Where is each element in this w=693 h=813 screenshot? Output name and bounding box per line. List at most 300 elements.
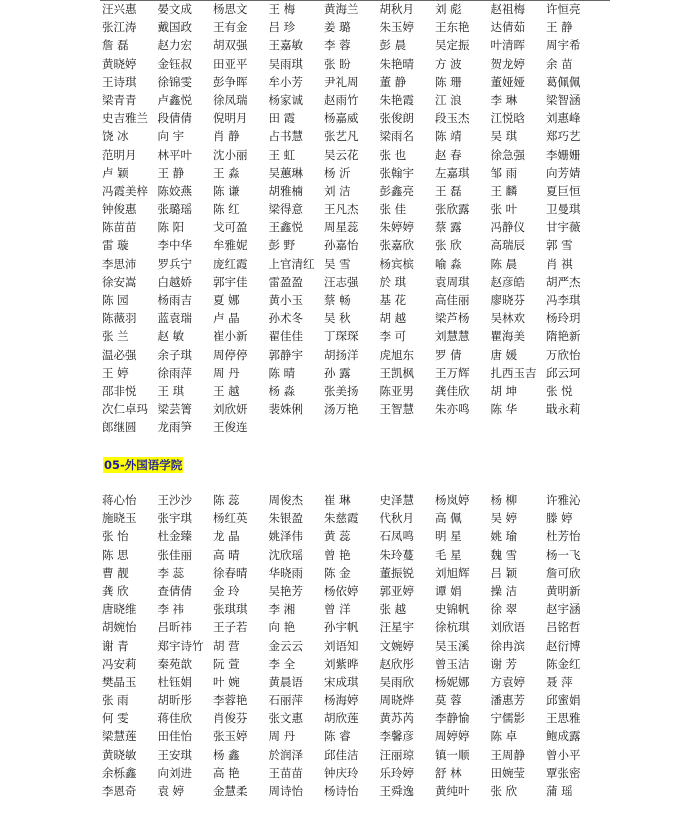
student-name: 陈苗苗 bbox=[102, 220, 137, 235]
student-name: 董 静 bbox=[379, 74, 407, 89]
student-name: 梁慧莲 bbox=[102, 729, 137, 744]
student-name: 刘 洁 bbox=[324, 183, 351, 198]
student-name: 徐杭琪 bbox=[435, 620, 470, 635]
student-name: 金慧柔 bbox=[213, 784, 248, 798]
student-name: 杨 柳 bbox=[490, 493, 518, 507]
student-name: 杨玲玥 bbox=[546, 311, 581, 326]
student-name: 达倩茹 bbox=[490, 20, 525, 35]
student-name: 赵彦皓 bbox=[490, 274, 525, 289]
student-name: 李思沛 bbox=[102, 256, 137, 271]
student-name: 胡婉怡 bbox=[102, 620, 137, 635]
student-name: 张俊朗 bbox=[379, 111, 414, 126]
student-name: 董娅娅 bbox=[490, 74, 525, 89]
student-name: 朱艳霞 bbox=[379, 92, 414, 107]
student-name: 詹可欣 bbox=[546, 565, 581, 580]
section-heading-foreign-languages: 05-外国语学院 bbox=[104, 458, 183, 472]
student-name: 胡双强 bbox=[213, 38, 248, 53]
student-name: 蔡 畅 bbox=[324, 293, 351, 307]
student-name: 向刘进 bbox=[157, 765, 192, 780]
student-name: 左嘉琪 bbox=[435, 165, 470, 180]
student-name: 葛佩佩 bbox=[546, 74, 581, 89]
student-name: 王沙沙 bbox=[157, 493, 192, 507]
student-name: 梁青青 bbox=[102, 92, 137, 107]
student-name: 胡 越 bbox=[379, 311, 407, 326]
student-name: 张 盼 bbox=[324, 56, 351, 71]
student-name: 曾 洋 bbox=[324, 602, 351, 617]
student-name: 张 雨 bbox=[102, 693, 129, 708]
student-name: 张嘉欣 bbox=[379, 238, 414, 253]
student-name: 甘宇薇 bbox=[546, 220, 581, 235]
student-name: 石丽萍 bbox=[268, 693, 303, 708]
student-name: 金 玲 bbox=[213, 583, 240, 598]
student-name: 郭 雪 bbox=[546, 238, 573, 253]
student-name: 吴 雪 bbox=[324, 256, 351, 271]
student-name: 赵宇涵 bbox=[546, 602, 581, 617]
student-name: 王 静 bbox=[546, 20, 573, 35]
student-name: 许恒亮 bbox=[546, 2, 581, 16]
student-name: 吕 珍 bbox=[268, 20, 296, 35]
student-name: 姜 璐 bbox=[324, 20, 351, 35]
student-name: 金云云 bbox=[268, 638, 303, 653]
student-name: 隋艳新 bbox=[546, 329, 581, 344]
student-name: 史泽慧 bbox=[379, 493, 414, 507]
student-name: 田婉莹 bbox=[490, 765, 525, 780]
student-name: 黄 蕊 bbox=[324, 529, 351, 544]
student-name: 吴 秋 bbox=[324, 311, 351, 326]
student-name: 吴玉溪 bbox=[435, 638, 470, 653]
student-name: 向芳婧 bbox=[546, 165, 581, 180]
student-name: 乐玲婷 bbox=[379, 765, 414, 780]
student-name: 周晓烨 bbox=[379, 693, 414, 708]
student-name: 王周静 bbox=[490, 747, 525, 762]
student-name: 王东艳 bbox=[435, 20, 470, 35]
student-name: 方 波 bbox=[435, 56, 462, 71]
student-name: 杜钰娟 bbox=[157, 674, 192, 689]
student-name: 张 悦 bbox=[546, 383, 573, 398]
student-name: 刘欣语 bbox=[490, 620, 525, 635]
student-name: 刘语知 bbox=[324, 638, 359, 653]
student-name: 肖俊芬 bbox=[213, 711, 248, 726]
student-name: 宁儒影 bbox=[490, 711, 525, 726]
student-name: 李馨彦 bbox=[379, 729, 414, 744]
student-name: 王 虹 bbox=[268, 147, 296, 162]
student-name: 邵非悦 bbox=[102, 383, 137, 398]
student-name: 王安琪 bbox=[157, 747, 192, 762]
student-name: 刘 彪 bbox=[435, 2, 462, 16]
student-name: 沈小丽 bbox=[213, 147, 248, 162]
student-name: 尹礼周 bbox=[324, 74, 359, 89]
student-name: 吕铭哲 bbox=[546, 620, 581, 635]
student-name: 徐锦雯 bbox=[157, 74, 192, 89]
student-name: 张美扬 bbox=[324, 383, 359, 398]
student-name: 虎旭东 bbox=[379, 347, 414, 362]
student-name: 徐雨萍 bbox=[157, 365, 192, 380]
student-name: 孙嘉怡 bbox=[324, 238, 359, 253]
student-name: 张 佳 bbox=[379, 202, 407, 217]
student-name: 金钰叔 bbox=[157, 56, 192, 71]
student-name: 张璐瑶 bbox=[157, 202, 192, 217]
student-name: 王鑫悦 bbox=[268, 220, 303, 235]
student-name: 夏 娜 bbox=[213, 293, 240, 307]
student-name: 黄晨语 bbox=[268, 674, 303, 689]
student-name: 施晓玉 bbox=[102, 511, 137, 526]
student-name: 郑巧艺 bbox=[546, 129, 581, 144]
student-name: 曾玉洁 bbox=[435, 656, 470, 671]
student-name: 陈薇羽 bbox=[102, 311, 137, 326]
student-name: 吴艳芳 bbox=[268, 583, 303, 598]
student-name: 蓝袁瑞 bbox=[157, 311, 192, 326]
student-name: 蔡 露 bbox=[435, 220, 462, 235]
student-name: 瞿海美 bbox=[490, 329, 525, 344]
student-name: 徐急强 bbox=[490, 147, 525, 162]
student-name: 刘慧慧 bbox=[435, 329, 470, 344]
student-name: 朱艳晴 bbox=[379, 56, 414, 71]
student-name: 林平叶 bbox=[157, 147, 192, 162]
student-name: 曹 靓 bbox=[102, 565, 129, 580]
student-name: 杨思文 bbox=[213, 2, 248, 16]
student-name: 吴 琪 bbox=[490, 129, 518, 144]
student-name: 江悦晗 bbox=[490, 111, 525, 126]
student-name: 王俊连 bbox=[213, 420, 248, 435]
student-name: 胡扬洋 bbox=[324, 347, 359, 362]
student-name: 杨一飞 bbox=[546, 547, 581, 562]
student-name: 朱玲蔓 bbox=[379, 547, 414, 562]
student-name: 晏文成 bbox=[157, 2, 192, 16]
student-name: 张 兰 bbox=[102, 329, 129, 344]
student-name: 镇一顺 bbox=[435, 747, 470, 762]
student-name: 喻 淼 bbox=[435, 256, 462, 271]
student-name: 陈 思 bbox=[102, 547, 129, 562]
student-name: 胡严杰 bbox=[546, 274, 581, 289]
student-name: 史吉雅兰 bbox=[102, 111, 148, 126]
student-name: 王诗琪 bbox=[102, 74, 137, 89]
student-name: 张 欣 bbox=[435, 238, 462, 253]
student-name: 毛 星 bbox=[435, 547, 462, 562]
student-name: 王凡杰 bbox=[324, 202, 359, 217]
student-name: 吴雨欣 bbox=[379, 674, 414, 689]
student-name: 孙 露 bbox=[324, 365, 351, 380]
student-name: 朱玉婷 bbox=[379, 20, 414, 35]
student-name: 张 欣 bbox=[490, 784, 518, 798]
student-name: 王凯枫 bbox=[379, 365, 414, 380]
student-name: 徐凤瑞 bbox=[213, 92, 248, 107]
student-name: 华晓雨 bbox=[268, 565, 303, 580]
student-name: 周 丹 bbox=[213, 365, 240, 380]
student-name: 袁 婷 bbox=[157, 784, 185, 798]
student-name: 段倩倩 bbox=[157, 111, 192, 126]
student-name: 黄晓婷 bbox=[102, 56, 137, 71]
student-name: 杨妮娜 bbox=[435, 674, 470, 689]
student-name: 陈姣燕 bbox=[157, 183, 192, 198]
student-name: 龙雨笋 bbox=[157, 420, 192, 435]
student-name: 谢 青 bbox=[102, 638, 129, 653]
student-name: 杨宾槟 bbox=[379, 256, 414, 271]
student-name: 张琪琪 bbox=[213, 602, 248, 617]
student-name: 罗兵宁 bbox=[157, 256, 192, 271]
student-name: 王万辉 bbox=[435, 365, 470, 380]
student-name: 向 宇 bbox=[157, 129, 185, 144]
student-name: 陈 红 bbox=[213, 202, 240, 217]
student-name: 杨 鑫 bbox=[213, 747, 240, 762]
student-name: 赵雨竹 bbox=[324, 92, 359, 107]
student-name: 姚 瑜 bbox=[490, 529, 518, 544]
student-name: 杜金臻 bbox=[157, 529, 192, 544]
student-name: 阮 萱 bbox=[213, 656, 240, 671]
student-name: 杜芳怡 bbox=[546, 529, 581, 544]
student-name: 於 琪 bbox=[379, 274, 407, 289]
student-name: 李 可 bbox=[379, 329, 407, 344]
student-name: 陈亚男 bbox=[379, 383, 414, 398]
student-name: 陈 谦 bbox=[213, 183, 240, 198]
student-name: 杨依婷 bbox=[324, 583, 359, 598]
student-name: 吴 婷 bbox=[490, 511, 518, 526]
student-name: 徐冉滨 bbox=[490, 638, 525, 653]
student-name: 彭鑫亮 bbox=[379, 183, 414, 198]
student-name: 徐安嵩 bbox=[102, 274, 137, 289]
student-name: 查倩倩 bbox=[157, 583, 192, 598]
student-name: 王 麟 bbox=[490, 183, 518, 198]
student-name: 卫曼琪 bbox=[546, 202, 581, 217]
student-name: 基 花 bbox=[379, 293, 407, 307]
student-name: 胡欣莲 bbox=[324, 711, 359, 726]
student-name: 黄小玉 bbox=[268, 293, 303, 307]
student-name: 邱佳洁 bbox=[324, 747, 359, 762]
student-name: 王 越 bbox=[213, 383, 240, 398]
student-name: 周 丹 bbox=[268, 729, 296, 744]
student-name: 罗 倩 bbox=[435, 347, 462, 362]
student-name: 赵力宏 bbox=[157, 38, 192, 53]
student-name: 陈 卓 bbox=[490, 729, 518, 744]
student-name: 张 也 bbox=[379, 147, 407, 162]
student-name: 张佳丽 bbox=[157, 547, 192, 562]
student-name: 戈可盈 bbox=[213, 220, 248, 235]
student-name: 郭亚婷 bbox=[379, 583, 414, 598]
student-name: 梁智涵 bbox=[546, 92, 581, 107]
student-name: 杨嘉威 bbox=[324, 111, 359, 126]
student-name: 郎继圆 bbox=[102, 420, 137, 435]
student-name: 鲍成露 bbox=[546, 729, 581, 744]
student-name: 卢鑫悦 bbox=[157, 92, 192, 107]
student-name: 万欣怡 bbox=[546, 347, 581, 362]
student-name: 王嘉敏 bbox=[268, 38, 303, 53]
student-name: 杨岚婷 bbox=[435, 493, 470, 507]
student-name: 朱婷婷 bbox=[379, 220, 414, 235]
student-name: 冯静仪 bbox=[490, 220, 525, 235]
student-name: 舒 林 bbox=[435, 765, 462, 780]
student-name: 崔小新 bbox=[213, 329, 248, 344]
student-name: 夏巨恒 bbox=[546, 183, 581, 198]
student-name: 王 梅 bbox=[268, 2, 296, 16]
student-name: 胡秋月 bbox=[379, 2, 414, 16]
student-name: 滕 婷 bbox=[546, 511, 573, 526]
student-name: 张 越 bbox=[379, 602, 407, 617]
student-name: 朱亦鸣 bbox=[435, 402, 470, 417]
student-name: 范明月 bbox=[102, 147, 137, 162]
student-name: 袁周琪 bbox=[435, 274, 470, 289]
student-name: 陈 晨 bbox=[490, 256, 518, 271]
student-name: 田佳怡 bbox=[157, 729, 192, 744]
student-name: 杨 沂 bbox=[324, 165, 351, 180]
student-name: 冯安莉 bbox=[102, 656, 137, 671]
student-name: 赵欣彤 bbox=[379, 656, 414, 671]
student-name: 於润泽 bbox=[268, 747, 303, 762]
student-name: 莫 蓉 bbox=[435, 693, 462, 708]
student-name: 谢 芳 bbox=[490, 656, 518, 671]
student-name: 扎西玉吉 bbox=[490, 365, 537, 380]
student-name: 王苗苗 bbox=[268, 765, 303, 780]
student-name: 操 洁 bbox=[490, 583, 518, 598]
student-name: 李姗姗 bbox=[546, 147, 581, 162]
student-name: 唐晓维 bbox=[102, 602, 137, 617]
student-name: 董振锐 bbox=[379, 565, 414, 580]
name-list-foreign-languages bbox=[102, 491, 602, 800]
student-name: 杨家诚 bbox=[268, 92, 303, 107]
student-name: 丁琛琛 bbox=[324, 329, 359, 344]
student-name: 张翰宇 bbox=[379, 165, 414, 180]
student-name: 戢永莉 bbox=[546, 402, 581, 417]
student-name: 上官清红 bbox=[268, 256, 315, 271]
student-name: 李静愉 bbox=[435, 711, 470, 726]
student-name: 李恩奇 bbox=[102, 784, 137, 798]
student-name: 肖 祺 bbox=[546, 256, 573, 271]
student-name: 梁雨名 bbox=[379, 129, 414, 144]
student-name: 段玉杰 bbox=[435, 111, 470, 126]
student-name: 李 祎 bbox=[157, 602, 185, 617]
student-name: 陈 华 bbox=[490, 402, 518, 417]
student-name: 牟小芳 bbox=[268, 74, 303, 89]
student-name: 王子若 bbox=[213, 620, 248, 635]
student-name: 田亚平 bbox=[213, 56, 248, 71]
student-name: 文婉婷 bbox=[379, 638, 414, 653]
student-name: 汪志强 bbox=[324, 274, 359, 289]
student-name: 占书慧 bbox=[268, 129, 303, 144]
student-name: 孙术冬 bbox=[268, 311, 303, 326]
student-name: 张 叶 bbox=[490, 202, 518, 217]
student-name: 余子琪 bbox=[157, 347, 192, 362]
student-name: 吕 颖 bbox=[490, 565, 518, 580]
student-name: 孙宇帆 bbox=[324, 620, 359, 635]
student-name: 饶 冰 bbox=[102, 129, 129, 144]
student-name: 杨海婷 bbox=[324, 693, 359, 708]
student-name: 倪明月 bbox=[213, 111, 248, 126]
student-name: 牟雅妮 bbox=[213, 238, 248, 253]
student-name: 陈 蕊 bbox=[213, 493, 240, 507]
student-name: 蒲 瑶 bbox=[546, 784, 573, 798]
student-name: 陈 睿 bbox=[324, 729, 351, 744]
student-name: 余栎鑫 bbox=[102, 765, 137, 780]
student-name: 余 苗 bbox=[546, 56, 573, 71]
student-name: 周宇希 bbox=[546, 38, 581, 53]
student-name: 王 婷 bbox=[102, 365, 129, 380]
student-name: 谭 娟 bbox=[435, 583, 462, 598]
student-name: 胡昕彤 bbox=[157, 693, 192, 708]
student-name: 彭 晨 bbox=[379, 38, 407, 53]
student-name: 王 磊 bbox=[435, 183, 462, 198]
student-name: 龚佳欣 bbox=[435, 383, 470, 398]
student-name: 戴国政 bbox=[157, 20, 192, 35]
student-name: 江 浪 bbox=[435, 92, 462, 107]
student-name: 高瑞辰 bbox=[490, 238, 525, 253]
student-name: 梁芦杨 bbox=[435, 311, 470, 326]
student-name: 姚泽伟 bbox=[268, 529, 303, 544]
student-name: 龙 晶 bbox=[213, 529, 240, 544]
student-name: 张艺凡 bbox=[324, 129, 359, 144]
student-name: 吴云花 bbox=[324, 147, 359, 162]
student-name: 卢 颖 bbox=[102, 165, 129, 180]
student-name: 朱银盈 bbox=[268, 511, 303, 526]
student-name: 钟庆玲 bbox=[324, 765, 359, 780]
student-name: 梁芸箐 bbox=[157, 402, 192, 417]
student-name: 彭争晖 bbox=[213, 74, 248, 89]
student-name: 刘旭辉 bbox=[435, 565, 470, 580]
student-name: 沈欣瑶 bbox=[268, 547, 303, 562]
student-name: 张文惠 bbox=[268, 711, 303, 726]
student-name: 朱慈霞 bbox=[324, 511, 359, 526]
student-name: 李 蕊 bbox=[157, 565, 185, 580]
student-name: 黄苏芮 bbox=[379, 711, 414, 726]
student-name: 陈 金 bbox=[324, 565, 351, 580]
student-name: 唐 媛 bbox=[490, 347, 518, 362]
student-name: 许雅沁 bbox=[546, 493, 581, 507]
student-name: 裴姝俐 bbox=[268, 402, 303, 417]
student-name: 王智慧 bbox=[379, 402, 414, 417]
student-name: 冯霞美梓 bbox=[102, 183, 148, 198]
student-name: 胡雅楠 bbox=[268, 183, 303, 198]
student-name: 贺龙婷 bbox=[490, 56, 525, 71]
student-name: 曾 艳 bbox=[324, 547, 351, 562]
student-name: 潘惠芳 bbox=[490, 693, 525, 708]
student-name: 龚 欣 bbox=[102, 583, 129, 598]
student-name: 高佳丽 bbox=[435, 293, 470, 307]
student-name: 方袁婷 bbox=[490, 674, 525, 689]
student-name: 吴蕙琳 bbox=[268, 165, 303, 180]
student-name: 赵衍博 bbox=[546, 638, 581, 653]
student-name: 李蓉艳 bbox=[213, 693, 248, 708]
student-name: 田 霞 bbox=[268, 111, 296, 126]
student-name: 高 艳 bbox=[213, 765, 240, 780]
student-name: 明 星 bbox=[435, 529, 462, 544]
student-name: 王舜逸 bbox=[379, 784, 414, 798]
student-name: 宋成琪 bbox=[324, 674, 359, 689]
student-name: 陈金红 bbox=[546, 656, 581, 671]
student-name: 徐 翠 bbox=[490, 602, 518, 617]
student-name: 李 琳 bbox=[490, 92, 518, 107]
student-name: 黄纯叶 bbox=[435, 784, 470, 798]
student-name: 梁得意 bbox=[268, 202, 303, 217]
student-name: 汪丽琼 bbox=[379, 747, 414, 762]
student-name: 张 怡 bbox=[102, 529, 129, 544]
student-name: 代秋月 bbox=[379, 511, 414, 526]
student-name: 庞红霞 bbox=[213, 256, 248, 271]
student-name: 廖晓芬 bbox=[490, 293, 525, 307]
student-name: 刘欣妍 bbox=[213, 402, 248, 417]
student-name: 秦苑歆 bbox=[157, 656, 192, 671]
student-name: 邹 雨 bbox=[490, 165, 518, 180]
student-name: 杨 淼 bbox=[268, 383, 296, 398]
student-name: 吴林欢 bbox=[490, 311, 525, 326]
student-name: 钟俊惠 bbox=[102, 202, 137, 217]
student-name: 刘紫晔 bbox=[324, 656, 359, 671]
student-name: 陈 园 bbox=[102, 293, 129, 307]
student-name: 周停停 bbox=[213, 347, 248, 362]
student-name: 叶 婉 bbox=[213, 674, 240, 689]
student-name: 郑宇诗竹 bbox=[157, 638, 204, 653]
student-name: 邱蜜娟 bbox=[546, 693, 581, 708]
student-name: 郭静宇 bbox=[268, 347, 303, 362]
student-name: 崔 琳 bbox=[324, 493, 351, 507]
student-name: 王 琪 bbox=[157, 383, 185, 398]
student-name: 黄海兰 bbox=[324, 2, 359, 16]
